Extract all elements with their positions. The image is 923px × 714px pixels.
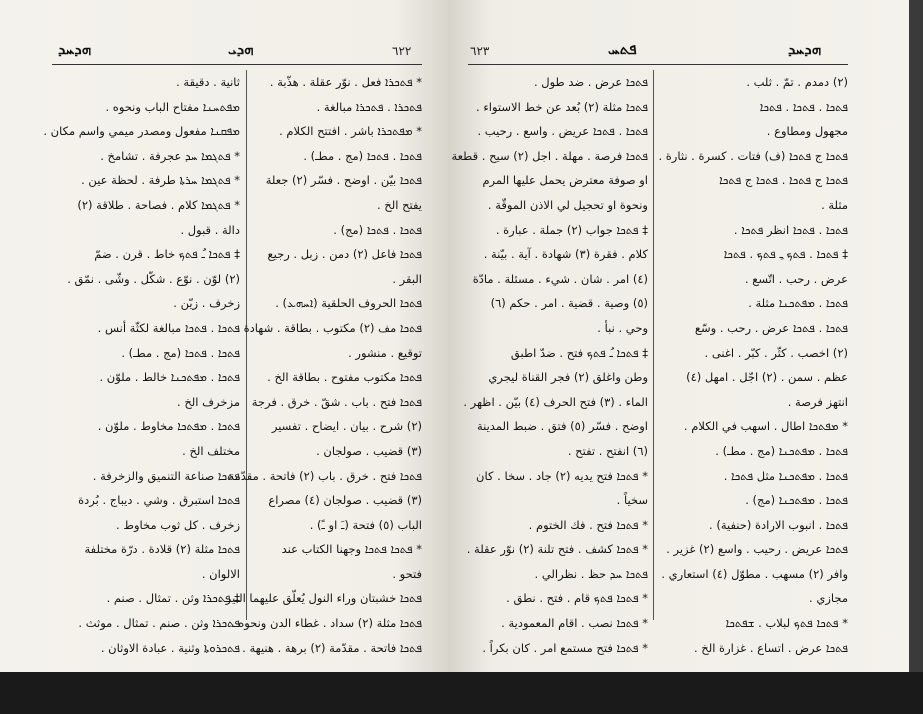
entry-line: ܦܬܟܐ مف (٢) مكتوب . بطاقة . شهادة . bbox=[236, 320, 422, 335]
entry-line: (٢) شرح . بيان . ايضاح . تفسير bbox=[271, 419, 422, 434]
entry-line: مجازي . bbox=[809, 591, 848, 606]
entry-line: * ܦܬܟܐ كشف . فتح تلنة (٢) نوّر عقلة . bbox=[466, 542, 648, 557]
entry-line: يفتح الخ . bbox=[376, 197, 422, 212]
entry-line: * ܦܬܟܪܐ فعل . نوّر عقلة . هذّبة . bbox=[269, 75, 422, 89]
entry-line: ‡ ܦܬܟܐ ـُ ܦܬܟ خاط . قرن . ضمّ bbox=[94, 247, 240, 262]
entry-line: انتهز فرصة . bbox=[787, 394, 848, 409]
entry-line: سخياً . bbox=[616, 493, 648, 508]
entry-line: (٢) اخصب . كثّر . كبّر . اغنى . bbox=[704, 345, 848, 360]
entry-line: * ܦܬܟܐ ܦܬܟ لبلاب . ܫܦܬܟܐ bbox=[725, 616, 848, 631]
entry-line: او صوفة معترض يحمل عليها المرم bbox=[482, 173, 648, 188]
entry-line: فتحو . bbox=[392, 566, 422, 581]
entry-line: كلام . فقرة (٣) شهادة . آية . بيّنة . bbox=[483, 247, 648, 262]
entry-line: ܦܬܟܐ عرض . ضد طول . bbox=[533, 75, 648, 89]
entry-line: * ܦܬܓܡܐ كلام . فصاحة . طلاقة (٢) bbox=[77, 197, 240, 212]
entry-line: (٤) امر . شان . شيء . مسئلة . مادّة bbox=[472, 271, 648, 286]
entry-line: زخرف . كل ثوب مخاوط . bbox=[116, 517, 240, 532]
entry-line: ܦܬܟܐ مكتوب مفتوح . بطاقة الخ . bbox=[267, 370, 422, 385]
entry-line: ܡܦܩܢܐ مفعول ومصدر ميمي واسم مكان . bbox=[43, 124, 240, 139]
entry-line: ܦܬܟܐ . ܦܬܟܐ (مج) . bbox=[333, 222, 422, 237]
entry-line: ܦܬܟܐ . ܦܬܟܐ عريض . واسع . رحيب . bbox=[477, 124, 648, 139]
entry-line: ܦܬܟܐ . انبوب الارادة (حنفية) . bbox=[709, 517, 848, 532]
entry-line: * ܡܦܬܟܐ اطال . اسهب في الكلام . bbox=[683, 419, 848, 434]
entry-line: ܦܬܟܐ استبرق . وشي . ديباج . بُردة bbox=[78, 493, 240, 508]
entry-line: ܦܬܟܐ فاعل (٢) دمن . زبل . رجيع bbox=[267, 247, 422, 262]
entry-line: * ܦܬܓܡܐ ܚܕ عجرفة . تشامخ . bbox=[100, 148, 240, 163]
entry-line: ونحوة او تحجيل لي الاذن الموقّة . bbox=[487, 197, 648, 212]
entry-line: * ܡܦܬܟܪܐ باشر . افتتح الكلام . bbox=[279, 124, 422, 139]
entry-line: ܡܦܬܚܢܐ مفتاح الباب ونحوه . bbox=[105, 99, 240, 114]
left-column-divider bbox=[246, 70, 247, 620]
entry-line: * ܦܬܓܡܐ ܚܪܬܐ طرفة . لحظة عين . bbox=[81, 173, 240, 188]
entry-line: وطن واغلق (٢) فجر القناة ليجري bbox=[488, 370, 648, 385]
right-header-rule bbox=[468, 64, 848, 65]
entry-line: * ܦܬܟܐ فتح . فك الختوم . bbox=[528, 517, 648, 532]
entry-line: ܦܬܟܪܐ . ܦܬܟܪܐ مبالغة . bbox=[316, 99, 422, 114]
entry-line: اوضح . فسّر (٥) فتق . ضبط المدينة bbox=[476, 419, 648, 434]
left-page bbox=[0, 0, 448, 672]
entry-line: ܦܬܟܐ . ܡܦܬܟܢܐ (مج) . bbox=[745, 493, 848, 508]
entry-line: (٣) قضيب . صولجان (٤) مصراع bbox=[268, 493, 422, 508]
entry-line: (٥) وصية . قضية . امر . حكم (٦) bbox=[490, 296, 648, 311]
entry-line: (٢) دمدم . تمّ . ثلب . bbox=[746, 75, 848, 89]
entry-line: مجهول ومطاوع . bbox=[766, 124, 848, 139]
entry-line: * ܦܬܟܐ نصب . اقام المعمودية . bbox=[501, 616, 648, 631]
right-header-word-outer: ܗܕܚܕ bbox=[788, 40, 822, 58]
entry-line: الالوان . bbox=[201, 566, 240, 581]
entry-line: الماء . (٣) فتح الحرف (٤) بيّن . اظهر . bbox=[463, 394, 648, 409]
entry-line: ܦܬܟܐ بيّن . اوضح . فسّر (٢) جعلة bbox=[265, 173, 422, 188]
right-column-divider bbox=[653, 70, 654, 620]
entry-line: البقر . bbox=[392, 271, 422, 286]
right-column-b bbox=[660, 70, 848, 660]
entry-line: ܦܬܟܐ عرض . اتساع . غزارة الخ . bbox=[693, 640, 848, 655]
entry-line: ܦܬܟܐ . ܦܬܟܐ مبالغة لكثّة أنس . bbox=[97, 320, 240, 335]
entry-line: ܦܬܟܐ مثلة (٢) قلادة . درّة مختلفة bbox=[84, 542, 240, 557]
entry-line: ܦܬܟܐ ج ܦܬܟܐ . ܦܬܟܐ ج ܦܬܟܐ bbox=[719, 173, 848, 188]
entry-line: (٦) انفتح . تفتح . bbox=[567, 443, 648, 458]
entry-line: * ܦܬܟܐ فتح يديه (٢) جاد . سخا . كان bbox=[476, 468, 648, 483]
left-header-word-inner: ܗܕܝ bbox=[228, 40, 254, 58]
entry-line: مزخرف الخ . bbox=[177, 394, 240, 409]
entry-line: ‡ ܦܬܟܐ ـُ ܦܬܟ فتح . ضدّ اطبق bbox=[510, 345, 648, 360]
entry-line: مثلة . bbox=[821, 197, 848, 212]
left-header-word-outer: ܗܕܚܕ bbox=[58, 40, 92, 58]
entry-line: عظم . سمن . (٢) اجّل . امهل (٤) bbox=[686, 370, 848, 385]
scanner-right-edge bbox=[909, 0, 923, 672]
entry-line: مختلف الخ . bbox=[182, 443, 240, 458]
entry-line: ܦܬܟܪܘܬܐ وثنية . عبادة الاوثان . bbox=[100, 640, 240, 655]
entry-line: ܦܬܟܐ ج ܦܬܟܐ (ف) فتات . كسرة . نثارة . bbox=[658, 148, 848, 163]
entry-line: ܦܬܟܐ مثلة (٢) سداد . غطاء الدن ونحوه . bbox=[230, 616, 422, 631]
entry-line: ܦܬܟܐ . ܡܦܬܟܐ مخاوط . ملوّن . bbox=[97, 419, 240, 434]
entry-line: عرض . رحب . اتّسع . bbox=[744, 271, 848, 286]
entry-line: ܦܬܟܐ فرصة . مهلة . اجل (٢) سيح . قطعة bbox=[451, 148, 648, 163]
entry-line: ܦܬܟܐ عريض . رحيب . واسع (٢) غزير . bbox=[666, 542, 848, 557]
left-header-rule bbox=[52, 64, 422, 65]
entry-line: ܦܬܟܐ . ܦܬܟܐ انظر ܦܬܟܐ . bbox=[733, 222, 848, 237]
entry-line: ܦܬܟܐ خشبتان وراء النول يُعلّق عليهما النير . bbox=[218, 591, 422, 606]
entry-line: الباب (٥) فتحة (ـَ او ـً) . bbox=[309, 517, 422, 532]
entry-line: ܦܬܟܐ . ܦܬܟܐ (مج . مطـ) . bbox=[121, 345, 240, 360]
left-column-a bbox=[43, 70, 240, 660]
entry-line: ܦܬܟܐ فتح . خرق . باب (٢) فاتحة . مقدّمة bbox=[228, 468, 422, 483]
entry-line: زخرف . زيّن . bbox=[173, 296, 240, 311]
right-page-number: ٦٢٣ bbox=[470, 44, 490, 58]
entry-line: دالة . قبول . bbox=[180, 222, 240, 237]
entry-line: ܦܬܟܐ . ܦܬܟܐ (مج . مطـ) . bbox=[303, 148, 422, 163]
entry-line: وحي . نبأ . bbox=[597, 320, 648, 335]
scanner-bottom-strip bbox=[0, 672, 923, 714]
entry-line: * ܦܬܟܐ ܦܬܟ قام . فتح . نطق . bbox=[506, 591, 648, 606]
entry-line: ܦܬܟܐ مثلة (٢) بُعد عن خط الاستواء . bbox=[476, 99, 648, 114]
left-page-number: ٦٢٢ bbox=[392, 44, 412, 58]
entry-line: وافر (٢) مسهب . مطوّل (٤) استعاري . bbox=[661, 566, 848, 581]
entry-line: ‡ ܦܬܟܪܐ وثن . تمثال . صنم . bbox=[106, 591, 240, 606]
entry-line: ܦܬܟܐ . ܡܦܬܟܢܐ مثل ܦܬܟܐ . bbox=[723, 468, 848, 483]
entry-line: ܦܬܟܐ فتح . باب . شقّ . خرق . فرجة bbox=[251, 394, 422, 409]
right-page bbox=[448, 0, 923, 672]
entry-line: ‡ ܦܬܟܐ جواب (٢) جملة . عبارة . bbox=[495, 222, 648, 237]
entry-line: ܦܬܟܐ صناعة التنميق والزخرفة . bbox=[92, 468, 240, 483]
right-header-word-inner: ܦܬܚ bbox=[608, 40, 637, 58]
entry-line: ‡ ܦܬܟܐ . ܦܬܟ ـِ ܦܬܟ . ܦܬܟܐ bbox=[723, 247, 848, 262]
entry-line: ܦܬܟܐ . ܡܦܬܟܢܐ (مج . مطـ) . bbox=[715, 443, 848, 458]
entry-line: ܦܬܟܐ . ܦܬܟܐ عرض . رحب . وسّع bbox=[694, 320, 848, 335]
entry-line: ܦܬܟܐ فاتحة . مقدّمة (٢) برهة . هنيهة . bbox=[242, 640, 422, 655]
entry-line: ܦܬܟܪܐ وثن . صنم . تمثال . موثث . bbox=[78, 616, 240, 631]
entry-line: ثانية . دقيقة . bbox=[176, 75, 240, 89]
entry-line: ܦܬܟܐ . ܦܬܟܐ . ܦܬܟܐ bbox=[759, 99, 848, 114]
right-column-a bbox=[451, 70, 648, 660]
entry-line: ܦܬܟܐ . ܡܦܬܟܢܐ مثلة . bbox=[748, 296, 848, 311]
entry-line: (٣) قضيب . صولجان . bbox=[316, 443, 422, 458]
entry-line: ܦܬܟܐ الحروف الحلقية (ܐܚܗܥ) . bbox=[275, 296, 422, 311]
entry-line: ܦܬܟܐ . ܡܦܬܟܢܐ خالط . ملوّن . bbox=[99, 370, 240, 385]
entry-line: ܦܬܟܐ ܚܕ حظ . نظرالي . bbox=[534, 566, 648, 581]
entry-line: * ܦܬܟܐ ܦܬܟܐ وجهنا الكتاب عند bbox=[281, 542, 422, 557]
entry-line: (٢) لوّن . نوّع . شكّل . وشّى . نمّق . bbox=[67, 271, 240, 286]
entry-line: توقيع . منشور . bbox=[348, 345, 422, 360]
entry-line: * ܦܬܟܐ فتح مستمع امر . كان بكراً . bbox=[482, 640, 648, 655]
